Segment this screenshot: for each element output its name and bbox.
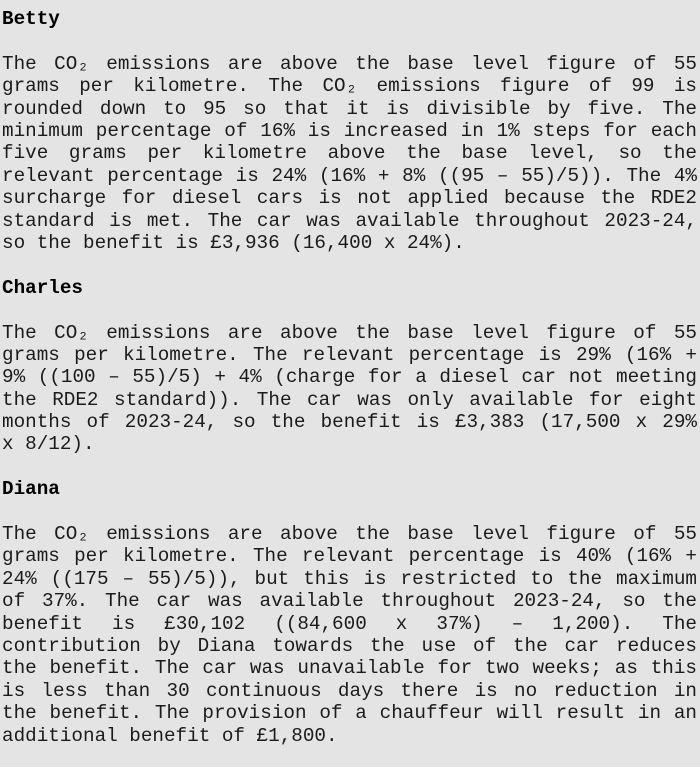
text-line: The CO₂ emissions are above the base level figure of 55 bbox=[2, 52, 697, 75]
text-line: grams per kilometre. The CO₂ emissions figure of 99 is bbox=[2, 75, 697, 98]
text-line: standard is met. The car was available throughout 2023-24, bbox=[2, 209, 697, 232]
text-line: The CO₂ emissions are above the base level figure of 55 bbox=[2, 321, 697, 344]
text-line: 9% ((100 – 55)/5) + 4% (charge for a diesel car not meeting bbox=[2, 366, 697, 389]
text-line: x 8/12). bbox=[2, 433, 95, 456]
page-bottom-margin bbox=[0, 767, 700, 775]
text-line: rounded down to 95 so that it is divisible by five. The bbox=[2, 97, 697, 120]
section-charles bbox=[2, 277, 697, 456]
text-line: the RDE2 standard)). The car was only available for eight bbox=[2, 388, 697, 411]
section-heading-betty: Betty bbox=[2, 8, 60, 30]
text-line: surcharge for diesel cars is not applied because the RDE2 bbox=[2, 187, 697, 210]
text-line: benefit is £30,102 ((84,600 x 37%) – 1,200). The bbox=[2, 612, 697, 635]
section-diana bbox=[2, 478, 697, 747]
text-line: 24% ((175 – 55)/5)), but this is restricted to the maximum bbox=[2, 567, 697, 590]
text-line: the benefit. The car was unavailable for two weeks; as this bbox=[2, 657, 697, 680]
text-line: contribution by Diana towards the use of the car reduces bbox=[2, 634, 697, 657]
text-line: grams per kilometre. The relevant percentage is 29% (16% + bbox=[2, 343, 697, 366]
text-line: months of 2023-24, so the benefit is £3,383 (17,500 x 29% bbox=[2, 411, 697, 434]
text-line: grams per kilometre. The relevant percentage is 40% (16% + bbox=[2, 545, 697, 568]
diana-paragraph bbox=[2, 523, 697, 747]
text-line: so the benefit is £3,936 (16,400 x 24%). bbox=[2, 231, 465, 254]
charles-paragraph bbox=[2, 322, 697, 456]
text-line: additional benefit of £1,800. bbox=[2, 724, 338, 747]
text-line: five grams per kilometre above the base level, so the bbox=[2, 142, 697, 165]
section-betty bbox=[2, 8, 697, 254]
text-line: relevant percentage is 24% (16% + 8% ((95 – 55)/5)). The 4% bbox=[2, 164, 697, 187]
text-line: minimum percentage of 16% is increased in 1% steps for each bbox=[2, 119, 697, 142]
text-line: the benefit. The provision of a chauffeur will result in an bbox=[2, 702, 697, 725]
betty-paragraph bbox=[2, 53, 697, 255]
text-line: of 37%. The car was available throughout 2023-24, so the bbox=[2, 590, 697, 613]
text-line: is less than 30 continuous days there is no reduction in bbox=[2, 679, 697, 702]
section-heading-charles: Charles bbox=[2, 276, 83, 299]
text-line: The CO₂ emissions are above the base level figure of 55 bbox=[2, 523, 697, 546]
section-heading-diana: Diana bbox=[2, 478, 60, 501]
